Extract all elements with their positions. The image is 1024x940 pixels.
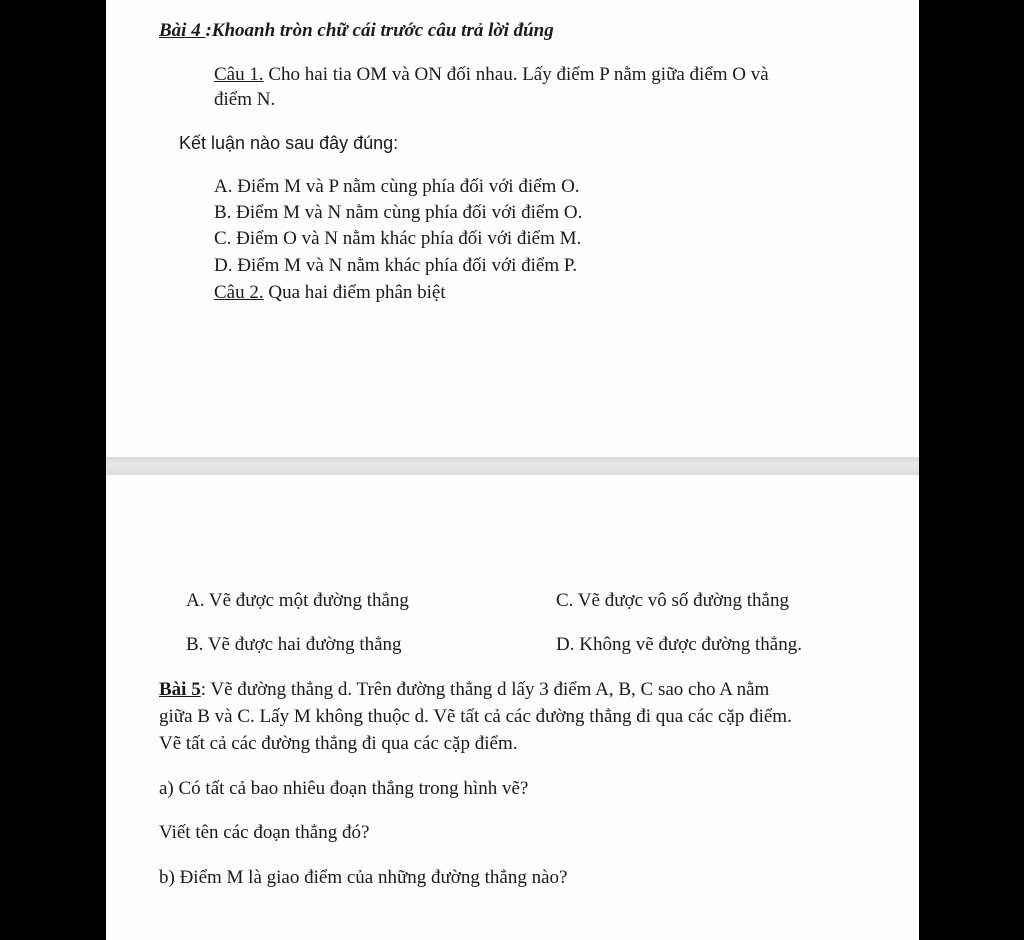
- cau1-prompt: Kết luận nào sau đây đúng:: [179, 133, 399, 153]
- bai5-text-line2: giữa B và C. Lấy M không thuộc d. Vẽ tất cả các đường thẳng đi qua các cặp điểm.: [159, 706, 792, 727]
- bai5-label: Bài 5: [159, 679, 201, 700]
- bai4-label: Bài 4: [159, 20, 206, 41]
- cau1-option-b: B. Điểm M và N nằm cùng phía đối với điểm O.: [214, 202, 583, 223]
- bai5-text-line3: Vẽ tất cả các đường thẳng đi qua các cặp điểm.: [159, 733, 518, 754]
- bai4-title: :Khoanh tròn chữ cái trước câu trả lời đúng: [205, 20, 554, 41]
- bai5-question-a: a) Có tất cả bao nhiêu đoạn thẳng trong hình vẽ?: [159, 778, 529, 799]
- cau2-option-d: D. Không vẽ được đường thẳng.: [556, 634, 802, 655]
- cau1-option-d: D. Điểm M và N nằm khác phía đối với điểm P.: [214, 255, 578, 276]
- cau2-option-c: C. Vẽ được vô số đường thẳng: [556, 590, 789, 611]
- cau2-option-a: A. Vẽ được một đường thẳng: [186, 590, 409, 611]
- bai4-heading: [159, 19, 554, 43]
- bai5-line1: [159, 678, 769, 702]
- cau2-text: Qua hai điểm phân biệt: [263, 282, 446, 303]
- bai5-text-line1: : Vẽ đường thẳng d. Trên đường thẳng d lấy 3 điểm A, B, C sao cho A nằm: [200, 679, 770, 700]
- bai5-question-b: b) Điểm M là giao điểm của những đường thẳng nào?: [159, 867, 568, 888]
- cau1-option-a: A. Điểm M và P nằm cùng phía đối với điểm O.: [214, 176, 580, 197]
- document-page-bottom: [106, 475, 919, 940]
- cau1-line1: [214, 63, 769, 87]
- cau1-label: Câu 1.: [214, 64, 264, 85]
- cau1-option-c: C. Điểm O và N nằm khác phía đối với điểm M.: [214, 228, 582, 249]
- cau2-line: [214, 281, 446, 305]
- bai5-question-a2: Viết tên các đoạn thẳng đó?: [159, 822, 370, 843]
- cau2-label: Câu 2.: [214, 282, 264, 303]
- page-divider: [106, 457, 919, 475]
- cau1-text-line2: điểm N.: [214, 89, 276, 110]
- cau1-text-line1: Cho hai tia OM và ON đối nhau. Lấy điểm P nằm giữa điểm O và: [263, 64, 769, 85]
- document-page-top: [106, 0, 919, 457]
- cau2-option-b: B. Vẽ được hai đường thẳng: [186, 634, 402, 655]
